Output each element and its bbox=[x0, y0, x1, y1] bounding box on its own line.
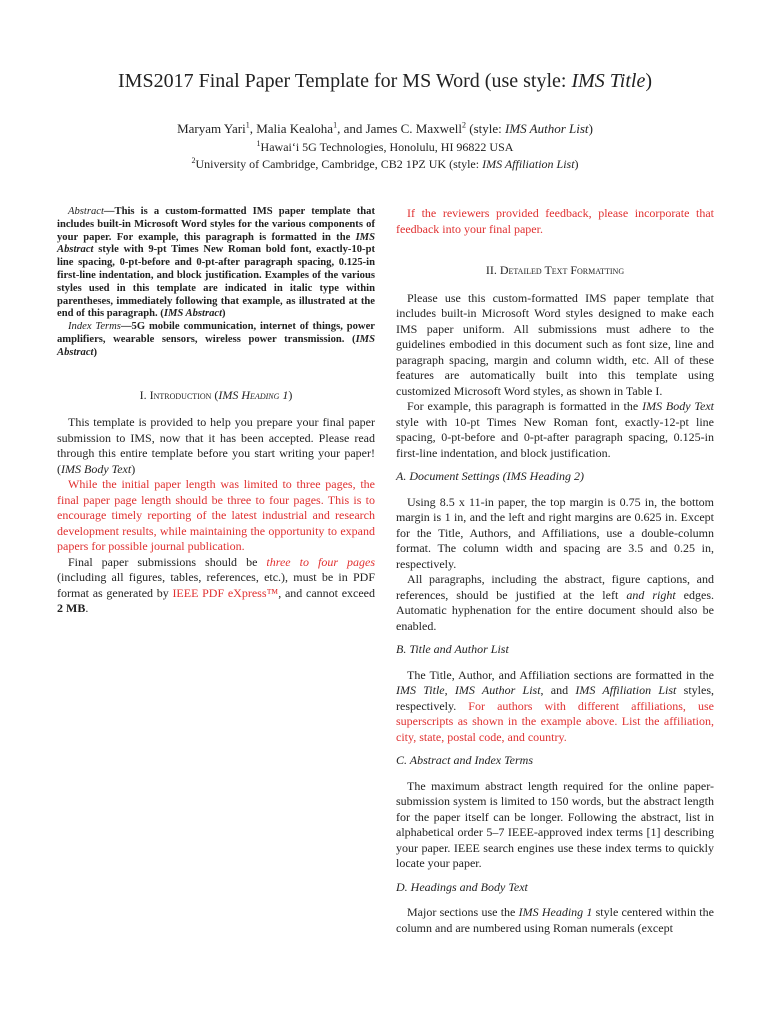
intro-paragraph-2: While the initial paper length was limited to three pages, the final paper page length should be three to four pages. This is to encourage timely reporting of the latest industrial and research development results, while maintaining the opportunity to expand papers for possible journal publication. bbox=[57, 477, 375, 554]
affiliation-2: $^2$University of Cambridge, Cambridge, CB2 1PZ UK (style: IMS Affiliation List) bbox=[191, 156, 579, 171]
affiliation-1: $^1$Hawai‘i 5G Technologies, Honolulu, HI 96822 USA bbox=[256, 139, 514, 154]
left-column bbox=[57, 206, 375, 617]
subsection-heading-abstract-index-terms: C. Abstract and Index Terms bbox=[396, 753, 534, 767]
right-column bbox=[396, 206, 714, 936]
abstract-paragraph: Abstract—This is a custom-formatted IMS paper template that includes built-in Microsoft Word styles for the various components of your paper. For example, this paragraph is formatted in the IMS Abstract style with 9-pt Times New Roman bold font, exactly-10-pt line spacing, 0-pt-before and 0-pt-after paragraph spacing, 0.125-in first-line indentation, and block justification. Examples of the various styles used in this template are indicated in italic type within parentheses, immediately following that example, as illustrated at the end of this paragraph. (IMS Abstract) bbox=[57, 206, 375, 320]
document-settings-paragraph-1: Using 8.5 x 11-in paper, the top margin is 0.75 in, the bottom margin is 1 in, and the left and right margins are 0.625 in. Except for the Title, Authors, and Affiliations, use a double-column format. The column width and spacing are 3.5 and 0.25 in, respectively. bbox=[396, 494, 714, 571]
intro-paragraph-1: This template is provided to help you prepare your final paper submission to IMS, now that it has been accepted. Please read through this entire template before you start writing your paper! (IMS Body Text) bbox=[57, 415, 375, 476]
subsection-heading-title-author-list: B. Title and Author List bbox=[396, 642, 509, 656]
section-heading-detailed-text-formatting: II. Detailed Text Formatting bbox=[485, 263, 625, 277]
subsection-heading-document-settings: A. Document Settings (IMS Heading 2) bbox=[396, 469, 584, 483]
abstract-index-paragraph: The maximum abstract length required for the online paper-submission system is limited to 150 words, but the abstract length for the paper itself can be longer. Following the abstract, list in alphabetical order 5–7 IEEE-approved index terms [1] describing your paper. IEEE search engines use these index terms to quickly locate your paper. bbox=[396, 778, 714, 870]
index-terms-paragraph: Index Terms—5G mobile communication, internet of things, power amplifiers, wearable sensors, wireless power transmission. (IMS Abstract) bbox=[57, 321, 375, 358]
document-settings-paragraph-2: All paragraphs, including the abstract, figure captions, and references, should be justified at the left and right edges. Automatic hyphenation for the entire document should also be enabled. bbox=[396, 572, 715, 633]
formatting-paragraph-2: For example, this paragraph is formatted in the IMS Body Text style with 10-pt Times New Roman font, exactly-12-pt line spacing, 0-pt-before and 0-pt-after paragraph spacing, 0.125-in first-line indentation, and block justification. bbox=[396, 399, 714, 460]
section-heading-introduction: I. Introduction (IMS Heading 1) bbox=[139, 387, 293, 402]
intro-paragraph-3: Final paper submissions should be three to four pages (including all figures, tables, references, etc.), must be in PDF format as generated by IEEE PDF eXpress™, and cannot exceed 2 MB. bbox=[57, 554, 375, 616]
author-list: Maryam Yari$^1$, Malia Kealoha$^1$, and James C. Maxwell$^2$ (style: IMS Author List) bbox=[177, 120, 593, 136]
formatting-paragraph-1: Please use this custom-formatted IMS paper template that includes built-in Microsoft Word styles designed to make each IMS paper uniform. All submissions must adhere to the guidelines embodied in this document such as font size, line and paragraph spacing, margin and column width, etc. All of these features are automatically built into this template using customized Microsoft Word styles, as shown in Table I. bbox=[396, 290, 714, 398]
title-author-paragraph: The Title, Author, and Affiliation sections are formatted in the IMS Title, IMS Author List, and IMS Affiliation List styles, respectively. For authors with different affiliations, use superscripts as shown in the example above. List the affiliation, city, state, postal code, and country. bbox=[396, 667, 714, 744]
subsection-heading-headings-body-text: D. Headings and Body Text bbox=[396, 879, 528, 894]
paper-title: IMS2017 Final Paper Template for MS Word (use style: IMS Title) bbox=[118, 70, 652, 92]
reviewer-note: If the reviewers provided feedback, please incorporate that feedback into your final paper. bbox=[396, 206, 714, 236]
headings-body-paragraph: Major sections use the IMS Heading 1 style centered within the column and are numbered using Roman numerals (except bbox=[396, 905, 714, 935]
